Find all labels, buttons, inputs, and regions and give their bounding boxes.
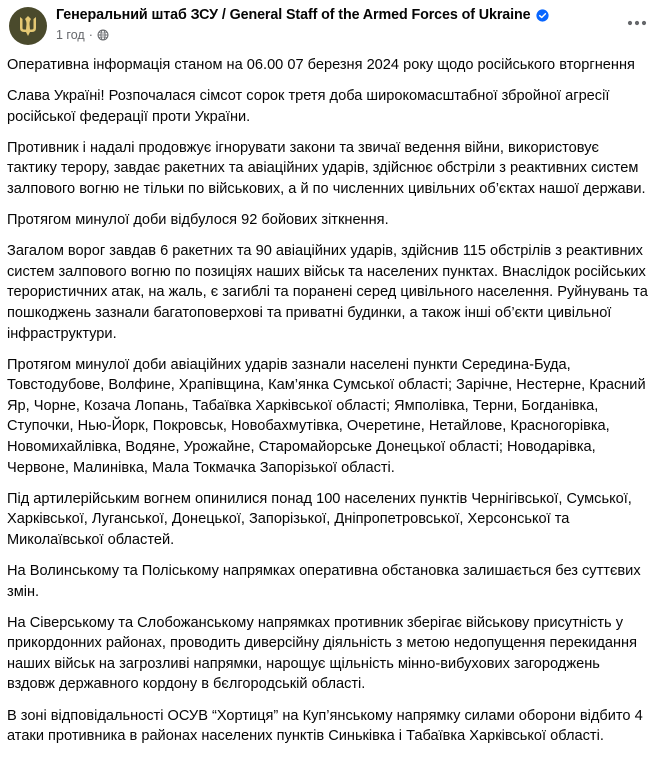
post-header — [0, 0, 658, 54]
post-meta — [56, 28, 109, 42]
more-options-button[interactable] — [626, 12, 648, 34]
globe-icon[interactable] — [97, 29, 109, 41]
post-paragraph: На Сіверському та Слобожанському напрямках противник зберігає військову присутність у прикордонних районах, проводить диверсійну діяльність з метою недопущення перекидання наших військ на загрозливі напрямки, нарощує щільність мінно-вибухових загороджень вздовж державного кордону в бєлгородській області. — [7, 614, 638, 693]
post-timestamp[interactable]: 1 год — [56, 28, 85, 42]
post-paragraph: Під артилерійським вогнем опинилися понад 100 населених пунктів Чернігівської, Сумської, Харківської, Луганської, Донецької, Запорізької, Дніпропетровської, Херсонської та Миколаївської областей. — [7, 490, 632, 548]
post-paragraph: Оперативна інформація станом на 06.00 07 березня 2024 року щодо російського вторгнення — [7, 57, 635, 73]
trident-emblem-icon — [19, 15, 37, 37]
post-paragraph: Противник і надалі продовжує ігнорувати закони та звичаї ведення війни, використовує тактику терору, завдає ракетних та авіаційних ударів, здійснює обстріли з реактивних систем залпового вогню не тільки по військових, а й по численних цивільних об’єктах нашої держави. — [7, 139, 646, 197]
post-text — [7, 55, 649, 757]
post-paragraph: На Волинському та Поліському напрямках оперативна обстановка залишається без суттєвих змін. — [7, 562, 641, 600]
author-name[interactable]: Генеральний штаб ЗСУ / General Staff of the Armed Forces of Ukraine — [56, 7, 531, 23]
post-paragraph: В зоні відповідальності ОСУВ “Хортиця” на Куп’янському напрямку силами оборони відбито 4 атаки противника в районах населених пунктів Синьківка і Табаївка Харківської області. — [7, 707, 643, 745]
meta-separator: · — [88, 28, 93, 42]
verified-badge-icon — [536, 9, 549, 22]
post-paragraph: Протягом минулої доби відбулося 92 бойових зіткнення. — [7, 212, 389, 229]
post-paragraph: Протягом минулої доби авіаційних ударів зазнали населені пункти Середина-Буда, Товстодубове, Волфине, Храпівщина, Кам’янка Сумської області; Зарічне, Нестерне, Красний Яр, Чорне, Козача Лопань, Табаївка Харківської області; Ямполівка, Терни, Богданівка, Ступочки, Нью-Йорк, Покровськ, Новобахмутівка, Очеретине, Нетайлове, Красногорівка, Новомихайлівка, Водяне, Урожайне, Старомайорське Донецької області; Новодарівка, Червоне, Малинівка, Мала Токмачка Запорізької області. — [7, 356, 646, 476]
author-line — [56, 7, 549, 23]
post-paragraph: Загалом ворог завдав 6 ракетних та 90 авіаційних ударів, здійснив 115 обстрілів з реактивних систем залпового вогню по позиціях наших військ та населених пунктах. Внаслідок російських терористичних атак, на жаль, є загиблі та поранені серед цивільного населення. Руйнувань та пошкоджень зазнали багатоповерхові та приватні будинки, а також інші об’єкти цивільної інфраструктури. — [7, 243, 648, 342]
more-options-icon — [627, 20, 647, 26]
avatar[interactable] — [9, 7, 47, 45]
post-paragraph: Слава Україні! Розпочалася сімсот сорок третя доба широкомасштабної збройної агресії російської федерації проти України. — [7, 88, 610, 125]
